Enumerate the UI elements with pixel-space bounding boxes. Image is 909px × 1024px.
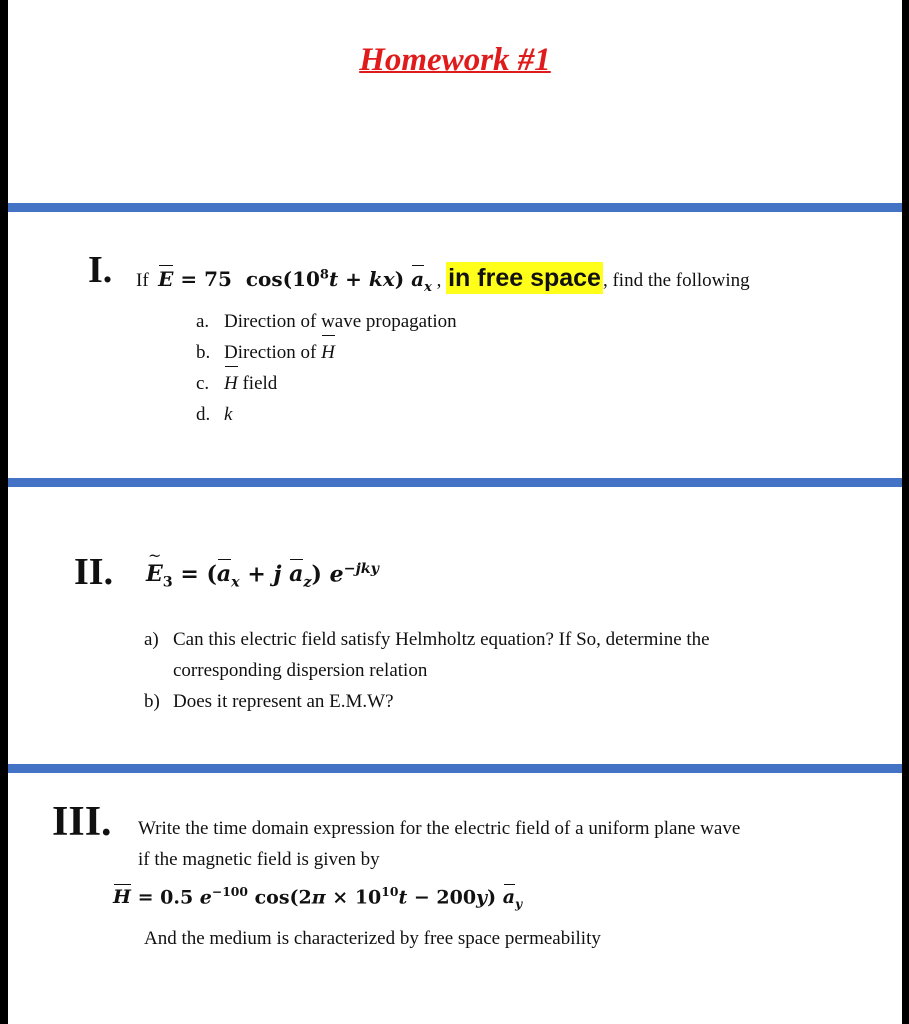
question-3-line-3: And the medium is characterized by free space permeability xyxy=(144,928,601,949)
h-field: H field xyxy=(224,373,277,394)
page-title: Homework #1 xyxy=(359,42,551,78)
list-item: b) Does it represent an E.M.W? xyxy=(144,691,394,712)
question-1-list xyxy=(196,306,457,430)
question-3-line-1: Write the time domain expression for the electric field of a uniform plane wave xyxy=(138,818,741,839)
section-divider xyxy=(8,764,902,773)
document-page xyxy=(8,0,902,1024)
question-1-numeral: I. xyxy=(88,249,113,291)
question-1-trailing: , find the following xyxy=(602,270,750,291)
list-item: c. H field xyxy=(196,368,457,399)
list-item: d. k xyxy=(196,404,233,425)
question-3-line-2: if the magnetic field is given by xyxy=(138,849,380,870)
list-item: b. Direction of H xyxy=(196,337,457,368)
question-2-list xyxy=(144,624,793,717)
section-divider xyxy=(8,478,902,487)
question-3-equation: H = 0.5 $e^{-100}$ $\cos(2\pi \times 10^{10}t - 200y)$ $a_y$ xyxy=(113,884,523,912)
question-1-if: If xyxy=(136,270,149,291)
section-divider xyxy=(8,203,902,212)
list-item: a. Direction of wave propagation xyxy=(196,311,457,332)
question-1-equation: E = 75 $\cos(10^8t + kx)$ $a_x$ xyxy=(158,267,432,295)
question-2-numeral: II. xyxy=(74,551,114,593)
direction-of-h: Direction of H xyxy=(224,342,335,363)
list-item: a) Can this electric field satisfy Helmholtz equation? If So, determine the corresponding dispersion relation xyxy=(144,629,710,681)
question-2-equation: ~ $E_3 = (a_x + j$ $a_z$) $e^{-jky}$ xyxy=(146,561,379,591)
question-1-statement: If E = 75 $\cos(10^8t + kx)$ $a_x$ , in free space , find the following xyxy=(136,264,750,295)
question-3-numeral: III. xyxy=(52,799,112,845)
free-space-highlight: in free space xyxy=(448,264,601,292)
